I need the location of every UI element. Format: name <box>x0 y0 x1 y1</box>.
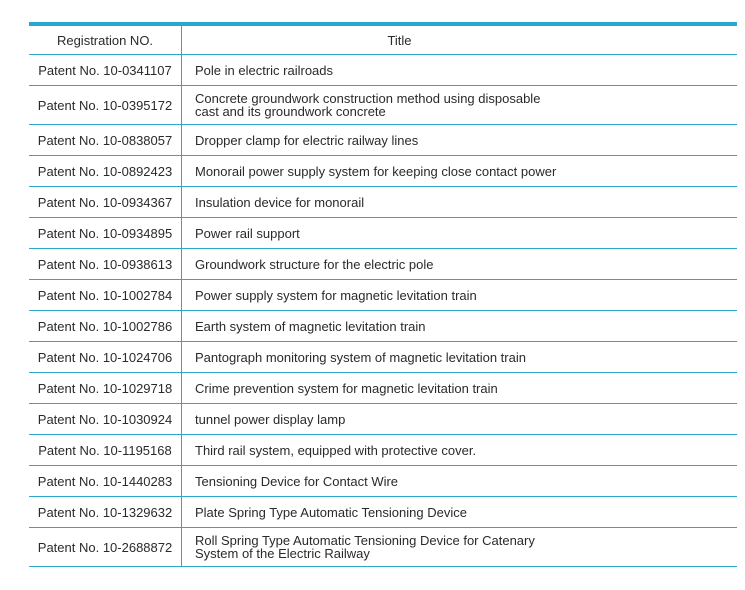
patent-title <box>182 86 738 125</box>
patent-title <box>182 55 738 86</box>
patent-title <box>182 497 738 528</box>
registration-number: Patent No. 10-2688872 <box>29 528 182 567</box>
registration-number: Patent No. 10-0934367 <box>29 187 182 218</box>
patent-title-line: Pantograph monitoring system of magnetic levitation train <box>195 349 526 365</box>
table-row <box>29 187 737 218</box>
registration-number: Patent No. 10-0934895 <box>29 218 182 249</box>
table-row <box>29 466 737 497</box>
table-row <box>29 280 737 311</box>
table-row <box>29 373 737 404</box>
patent-title-line: Power rail support <box>195 225 300 241</box>
patent-title <box>182 373 738 404</box>
patent-title-line: Earth system of magnetic levitation train <box>195 318 426 334</box>
registration-number: Patent No. 10-1024706 <box>29 342 182 373</box>
table-row <box>29 311 737 342</box>
registration-number: Patent No. 10-1195168 <box>29 435 182 466</box>
table-row <box>29 404 737 435</box>
registration-number: Patent No. 10-0395172 <box>29 86 182 125</box>
patent-title-line: Insulation device for monorail <box>195 194 365 210</box>
table-row <box>29 435 737 466</box>
patent-title-line: Tensioning Device for Contact Wire <box>195 473 399 489</box>
registration-number: Patent No. 10-0838057 <box>29 125 182 156</box>
registration-number: Patent No. 10-0938613 <box>29 249 182 280</box>
patent-rows <box>29 55 737 567</box>
patent-title <box>182 466 738 497</box>
patent-title-line: Crime prevention system for magnetic levitation train <box>195 380 498 396</box>
registration-number: Patent No. 10-1002786 <box>29 311 182 342</box>
patent-title <box>182 156 738 187</box>
patent-title <box>182 528 738 567</box>
table-row <box>29 249 737 280</box>
registration-number: Patent No. 10-1329632 <box>29 497 182 528</box>
registration-number: Patent No. 10-0341107 <box>29 55 182 86</box>
patent-table <box>29 22 737 567</box>
table-row <box>29 218 737 249</box>
table-row <box>29 528 737 567</box>
patent-title-line: Groundwork structure for the electric pole <box>195 256 434 272</box>
table-row <box>29 156 737 187</box>
table-row <box>29 86 737 125</box>
patent-title-line: Pole in electric railroads <box>195 62 334 78</box>
header-row <box>29 24 737 55</box>
patent-title <box>182 187 738 218</box>
patent-title <box>182 280 738 311</box>
patent-title-line: Concrete groundwork construction method using disposable <box>195 91 541 106</box>
patent-title-line: Third rail system, equipped with protective cover. <box>195 442 477 458</box>
patent-title-line: Roll Spring Type Automatic Tensioning Device for Catenary <box>195 533 535 548</box>
patent-title-line: Dropper clamp for electric railway lines <box>195 132 419 148</box>
patent-title <box>182 435 738 466</box>
patent-title-line: System of the Electric Railway <box>195 546 370 561</box>
patent-title-line: Power supply system for magnetic levitation train <box>195 287 477 303</box>
patent-title <box>182 311 738 342</box>
patent-title <box>182 218 738 249</box>
patent-title-line: Plate Spring Type Automatic Tensioning Device <box>195 504 467 520</box>
table-row <box>29 125 737 156</box>
registration-number: Patent No. 10-1002784 <box>29 280 182 311</box>
patent-title-line: tunnel power display lamp <box>195 411 346 427</box>
registration-column-header: Registration NO. <box>29 24 182 55</box>
table-row <box>29 497 737 528</box>
table-row <box>29 342 737 373</box>
registration-number: Patent No. 10-1030924 <box>29 404 182 435</box>
table-row <box>29 55 737 86</box>
patent-title <box>182 342 738 373</box>
patent-title <box>182 249 738 280</box>
patent-title <box>182 404 738 435</box>
patent-title-line: cast and its groundwork concrete <box>195 104 386 119</box>
patent-title <box>182 125 738 156</box>
title-column-header: Title <box>387 32 412 48</box>
registration-number: Patent No. 10-1440283 <box>29 466 182 497</box>
registration-number: Patent No. 10-0892423 <box>29 156 182 187</box>
patent-title-line: Monorail power supply system for keeping close contact power <box>195 163 557 179</box>
registration-number: Patent No. 10-1029718 <box>29 373 182 404</box>
